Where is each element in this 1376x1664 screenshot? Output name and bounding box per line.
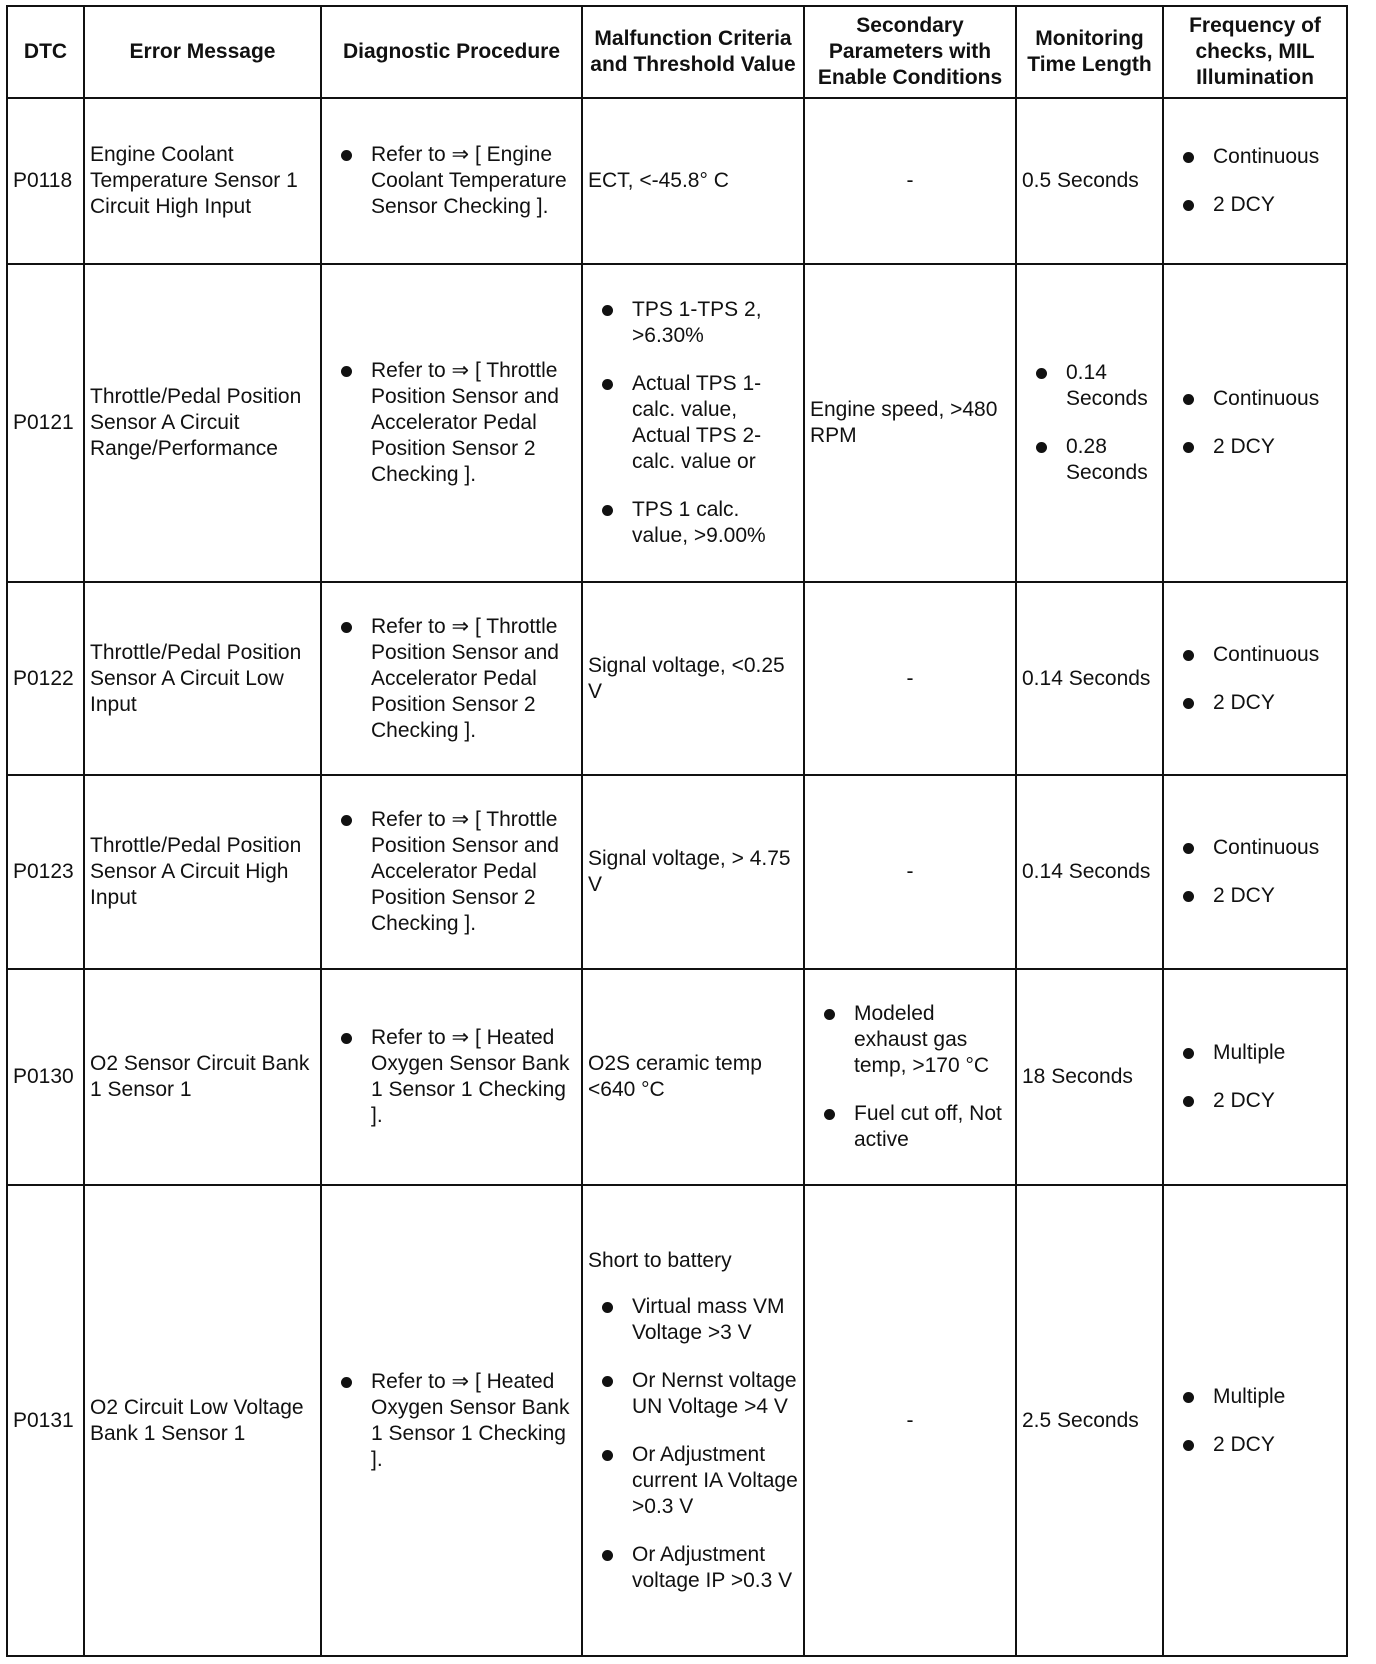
malfunction-criteria [582,1185,804,1656]
secondary-item: Modeled exhaust gas temp, >170 °C [810,1001,1010,1079]
frequency-item: Continuous [1169,835,1341,861]
criteria-item: Or Nernst voltage UN Voltage >4 V [588,1368,798,1420]
table-row [7,98,1347,264]
frequency-item: Continuous [1169,144,1341,170]
secondary-parameters: Engine speed, >480 RPM [804,264,1016,582]
frequency-item: Multiple [1169,1384,1341,1410]
dtc-code: P0130 [7,969,84,1185]
criteria-item: TPS 1-TPS 2, >6.30% [588,297,798,349]
frequency [1163,969,1347,1185]
dtc-code: P0122 [7,582,84,775]
dtc-code: P0131 [7,1185,84,1656]
header-frequency: Frequency of checks, MIL Illumination [1163,6,1347,98]
error-message: Throttle/Pedal Position Sensor A Circuit Range/Performance [84,264,321,582]
procedure-item: Refer to ⇒ [ Heated Oxygen Sensor Bank 1 Sensor 1 Checking ]. [327,1025,576,1129]
malfunction-criteria [582,264,804,582]
error-message: O2 Sensor Circuit Bank 1 Sensor 1 [84,969,321,1185]
frequency [1163,264,1347,582]
secondary-parameters [804,969,1016,1185]
header-monitoring-time: Monitoring Time Length [1016,6,1163,98]
frequency [1163,1185,1347,1656]
diagnostic-procedure [321,969,582,1185]
monitoring-item: 0.14 Seconds [1022,360,1157,412]
frequency-item: Continuous [1169,386,1341,412]
error-message: Engine Coolant Temperature Sensor 1 Circuit High Input [84,98,321,264]
procedure-item: Refer to ⇒ [ Engine Coolant Temperature Sensor Checking ]. [327,142,576,220]
frequency-item: 2 DCY [1169,1432,1341,1458]
diagnostic-procedure [321,264,582,582]
frequency-item: 2 DCY [1169,1088,1341,1114]
secondary-item: Fuel cut off, Not active [810,1101,1010,1153]
header-row [7,6,1347,98]
frequency [1163,582,1347,775]
table-row [7,1185,1347,1656]
malfunction-criteria: O2S ceramic temp <640 °C [582,969,804,1185]
header-error-message: Error Message [84,6,321,98]
header-secondary-parameters: Secondary Parameters with Enable Conditions [804,6,1016,98]
diagnostic-procedure [321,1185,582,1656]
malfunction-criteria: Signal voltage, > 4.75 V [582,775,804,968]
frequency-item: 2 DCY [1169,434,1341,460]
dtc-code: P0123 [7,775,84,968]
secondary-parameters: - [804,582,1016,775]
dtc-code: P0118 [7,98,84,264]
frequency-item: Continuous [1169,642,1341,668]
procedure-item: Refer to ⇒ [ Throttle Position Sensor and Accelerator Pedal Position Sensor 2 Checking ]. [327,807,576,937]
header-malfunction-criteria: Malfunction Criteria and Threshold Value [582,6,804,98]
monitoring-time [1016,264,1163,582]
procedure-item: Refer to ⇒ [ Heated Oxygen Sensor Bank 1 Sensor 1 Checking ]. [327,1369,576,1473]
criteria-item: Virtual mass VM Voltage >3 V [588,1294,798,1346]
monitoring-time: 18 Seconds [1016,969,1163,1185]
secondary-parameters: - [804,1185,1016,1656]
frequency [1163,775,1347,968]
diagnostic-procedure [321,98,582,264]
table-row [7,264,1347,582]
criteria-item: Or Adjustment voltage IP >0.3 V [588,1542,798,1594]
monitoring-time: 0.5 Seconds [1016,98,1163,264]
criteria-item: TPS 1 calc. value, >9.00% [588,497,798,549]
secondary-parameters: - [804,98,1016,264]
header-dtc: DTC [7,6,84,98]
table-row [7,582,1347,775]
criteria-intro: Short to battery [588,1248,732,1272]
error-message: O2 Circuit Low Voltage Bank 1 Sensor 1 [84,1185,321,1656]
table-row [7,969,1347,1185]
malfunction-criteria: Signal voltage, <0.25 V [582,582,804,775]
header-diagnostic-procedure: Diagnostic Procedure [321,6,582,98]
error-message: Throttle/Pedal Position Sensor A Circuit Low Input [84,582,321,775]
frequency-item: 2 DCY [1169,883,1341,909]
diagnostic-procedure [321,582,582,775]
frequency-item: Multiple [1169,1040,1341,1066]
procedure-item: Refer to ⇒ [ Throttle Position Sensor and Accelerator Pedal Position Sensor 2 Checking ]. [327,614,576,744]
frequency-item: 2 DCY [1169,192,1341,218]
monitoring-time: 0.14 Seconds [1016,582,1163,775]
criteria-item: Or Adjustment current IA Voltage >0.3 V [588,1442,798,1520]
dtc-code: P0121 [7,264,84,582]
monitoring-time: 0.14 Seconds [1016,775,1163,968]
frequency [1163,98,1347,264]
table-row [7,775,1347,968]
error-message: Throttle/Pedal Position Sensor A Circuit High Input [84,775,321,968]
monitoring-item: 0.28 Seconds [1022,434,1157,486]
diagnostic-procedure [321,775,582,968]
dtc-table [6,5,1348,1657]
secondary-parameters: - [804,775,1016,968]
monitoring-time: 2.5 Seconds [1016,1185,1163,1656]
malfunction-criteria: ECT, <-45.8° C [582,98,804,264]
procedure-item: Refer to ⇒ [ Throttle Position Sensor and Accelerator Pedal Position Sensor 2 Checking ]. [327,358,576,488]
frequency-item: 2 DCY [1169,690,1341,716]
criteria-item: Actual TPS 1-calc. value, Actual TPS 2-calc. value or [588,371,798,475]
